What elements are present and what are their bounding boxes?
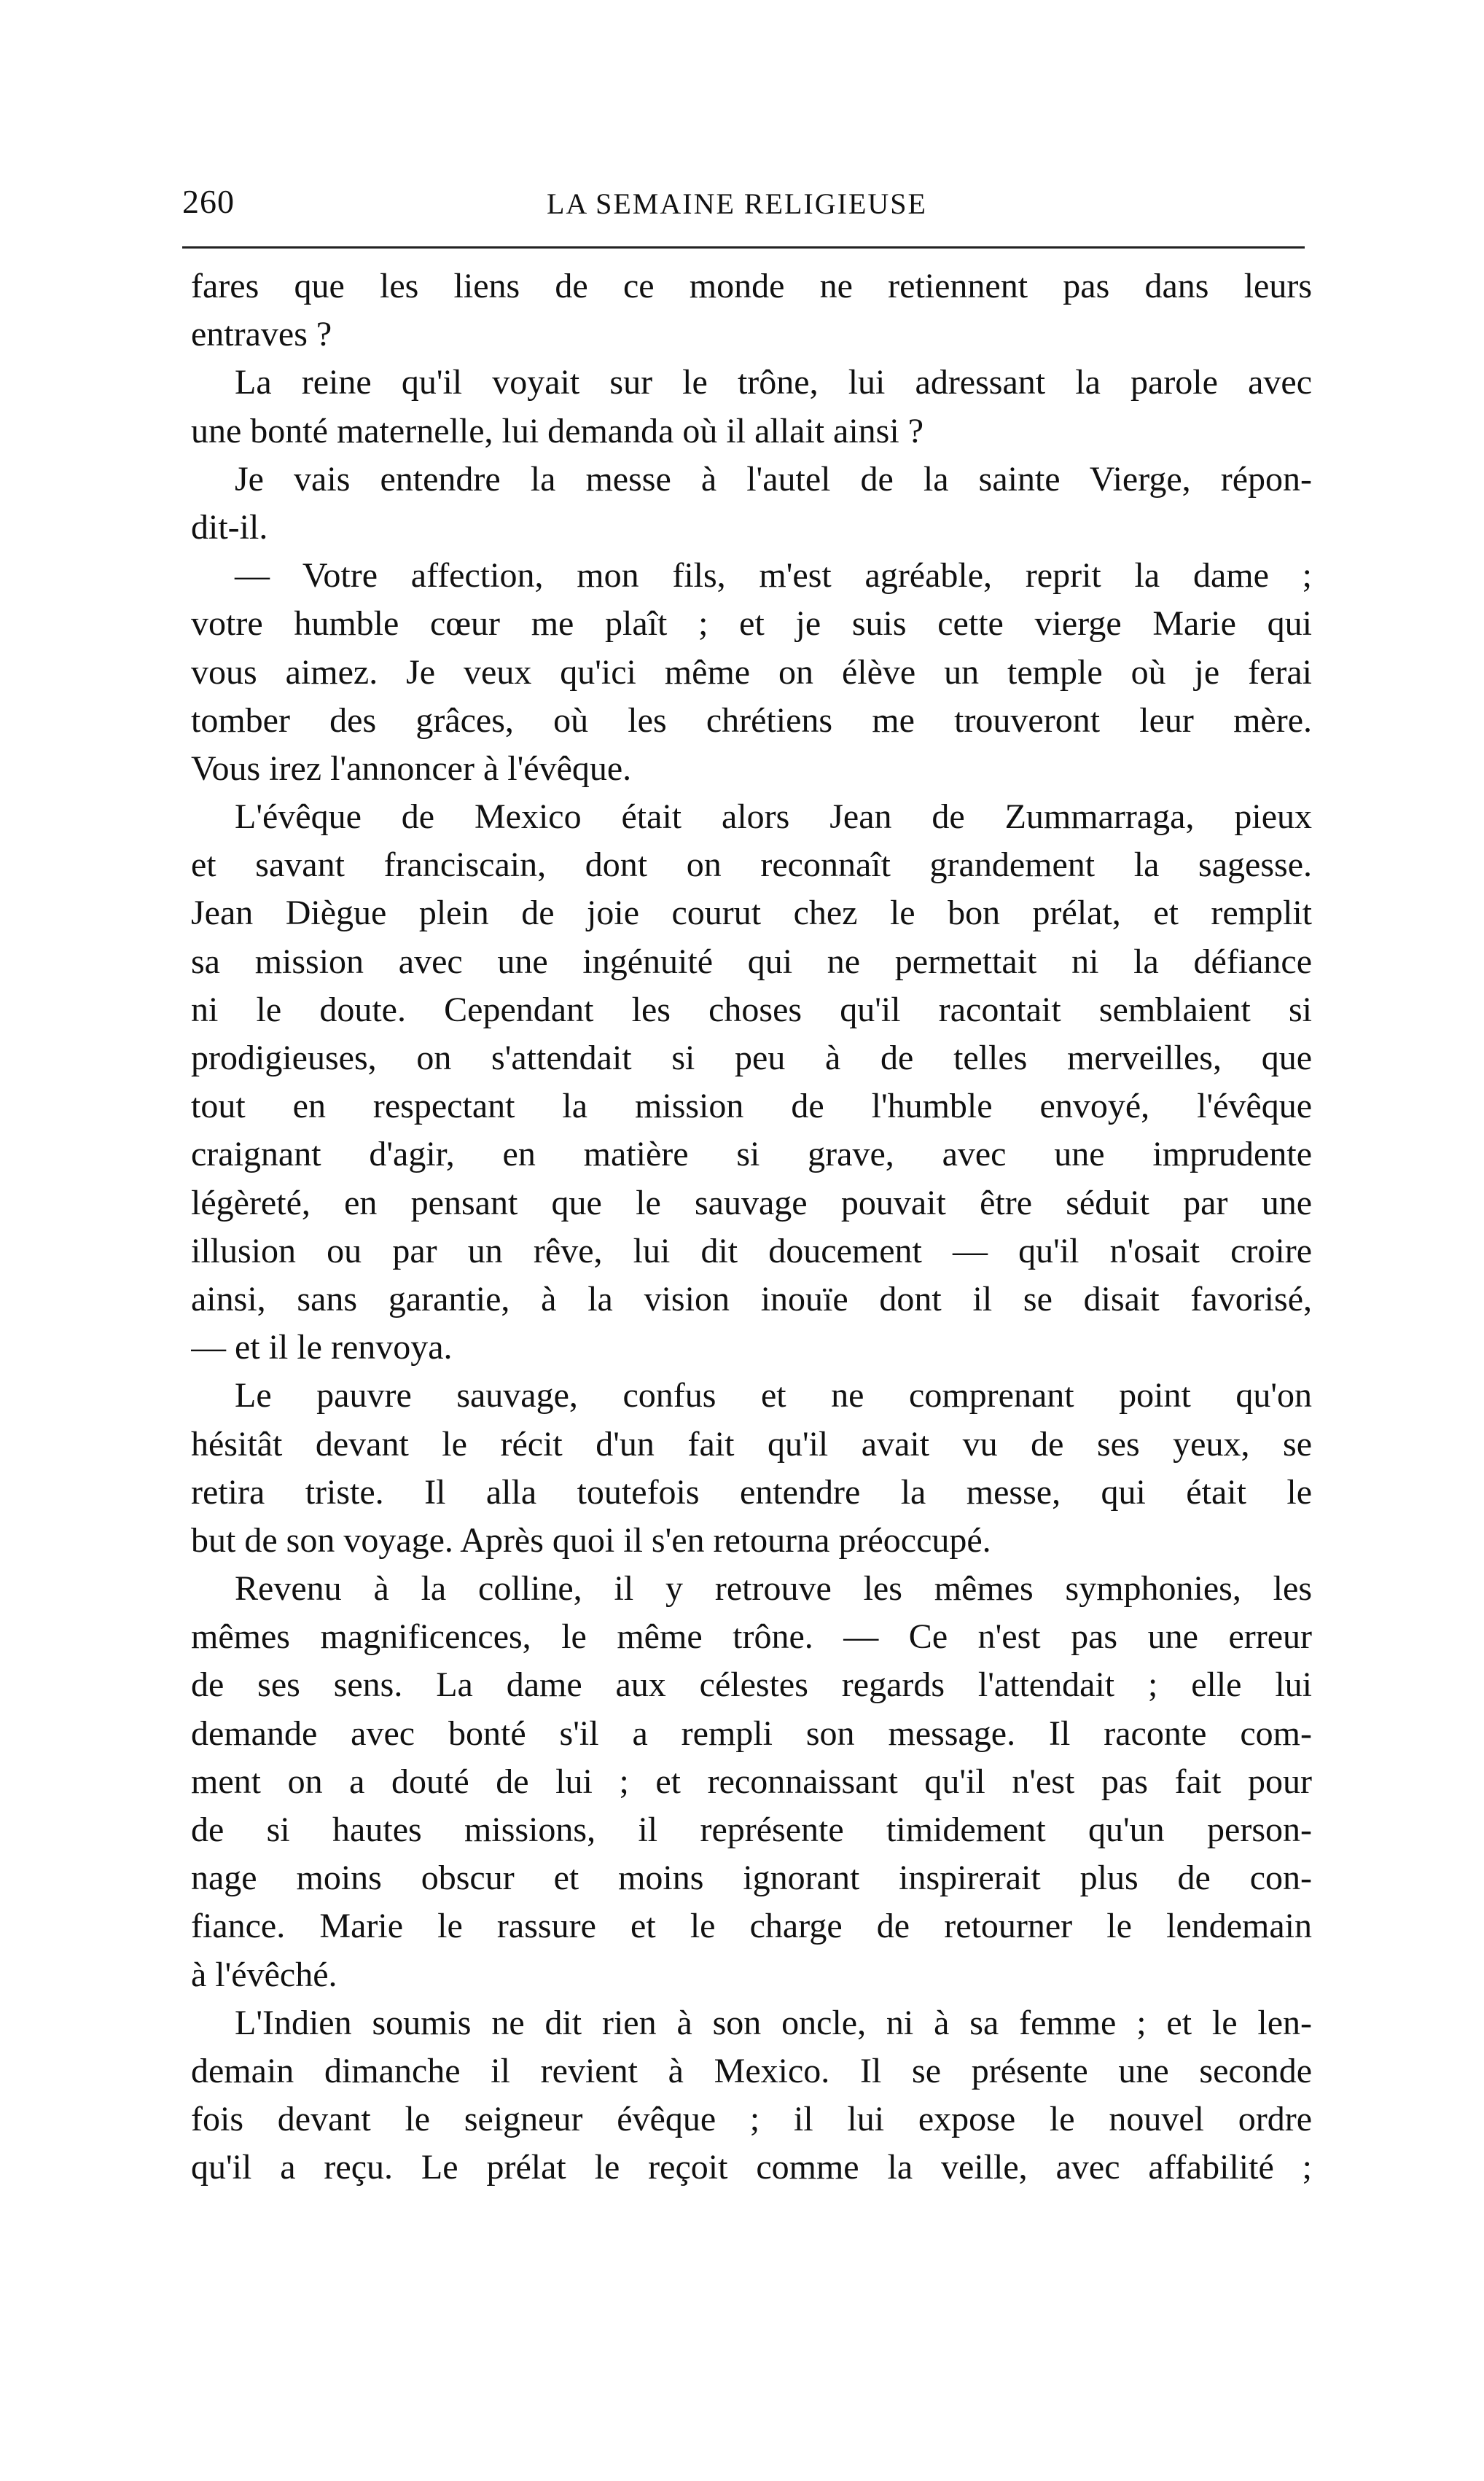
text-line: fares que les liens de ce monde ne retiennent pas dans leurs <box>191 267 1312 305</box>
text-line: hésitât devant le récit d'un fait qu'il avait vu de ses yeux, se <box>191 1424 1312 1464</box>
text-line: dit-il. <box>191 507 268 547</box>
text-line: entraves ? <box>191 315 332 354</box>
text-line: ni le doute. Cependant les choses qu'il racontait semblaient si <box>191 990 1312 1029</box>
header-rule <box>182 246 1305 249</box>
text-line: une bonté maternelle, lui demanda où il allait ainsi ? <box>191 411 923 450</box>
text-line: prodigieuses, on s'attendait si peu à de telles merveilles, que <box>191 1039 1312 1077</box>
text-line: illusion ou par un rêve, lui dit doucement — qu'il n'osait croire <box>191 1231 1312 1270</box>
text-line: à l'évêché. <box>191 1955 337 1994</box>
text-line: — et il le renvoya. <box>191 1328 453 1367</box>
text-line: La reine qu'il voyait sur le trône, lui adressant la parole avec <box>235 363 1312 402</box>
text-line: tomber des grâces, où les chrétiens me trouveront leur mère. <box>191 700 1312 740</box>
text-line: fois devant le seigneur évêque ; il lui expose le nouvel ordre <box>191 2100 1312 2139</box>
text-line: sa mission avec une ingénuité qui ne permettait ni la défiance <box>191 942 1312 981</box>
text-line: nage moins obscur et moins ignorant inspirerait plus de con- <box>191 1859 1312 1898</box>
text-line: — Votre affection, mon fils, m'est agréable, reprit la dame ; <box>235 556 1312 595</box>
text-line: Revenu à la colline, il y retrouve les mêmes symphonies, les <box>235 1569 1312 1609</box>
text-line: fiance. Marie le rassure et le charge de retourner le lendemain <box>191 1907 1312 1946</box>
text-line: Jean Diègue plein de joie courut chez le bon prélat, et remplit <box>191 894 1312 933</box>
text-line: de si hautes missions, il représente timidement qu'un person- <box>191 1810 1312 1849</box>
page-number: 260 <box>182 183 235 220</box>
text-line: ment on a douté de lui ; et reconnaissant qu'il n'est pas fait pour <box>191 1762 1312 1801</box>
running-title: LA SEMAINE RELIGIEUSE <box>547 187 927 220</box>
text-line: demande avec bonté s'il a rempli son message. Il raconte com- <box>191 1714 1312 1753</box>
text-line: craignant d'agir, en matière si grave, avec une imprudente <box>191 1135 1312 1174</box>
text-line: L'Indien soumis ne dit rien à son oncle, ni à sa femme ; et le len- <box>235 2003 1312 2042</box>
text-line: Vous irez l'annoncer à l'évêque. <box>191 749 632 788</box>
text-line: Je vais entendre la messe à l'autel de la sainte Vierge, répon- <box>235 459 1312 499</box>
text-line: but de son voyage. Après quoi il s'en retourna préoccupé. <box>191 1520 991 1560</box>
body-text <box>191 262 1312 2192</box>
text-line: légèreté, en pensant que le sauvage pouvait être séduit par une <box>191 1183 1312 1222</box>
text-line: votre humble cœur me plaît ; et je suis cette vierge Marie qui <box>191 604 1312 644</box>
text-line: Le pauvre sauvage, confus et ne comprenant point qu'on <box>235 1376 1312 1415</box>
text-line: L'évêque de Mexico était alors Jean de Zummarraga, pieux <box>235 797 1312 837</box>
text-line: vous aimez. Je veux qu'ici même on élève un temple où je ferai <box>191 652 1312 692</box>
text-line: de ses sens. La dame aux célestes regards l'attendait ; elle lui <box>191 1665 1312 1705</box>
text-line: retira triste. Il alla toutefois entendre la messe, qui était le <box>191 1472 1312 1512</box>
text-line: mêmes magnificences, le même trône. — Ce n'est pas une erreur <box>191 1617 1312 1657</box>
text-line: ainsi, sans garantie, à la vision inouïe dont il se disait favorisé, <box>191 1279 1312 1318</box>
text-line: qu'il a reçu. Le prélat le reçoit comme la veille, avec affabilité ; <box>191 2148 1312 2187</box>
text-line: tout en respectant la mission de l'humble envoyé, l'évêque <box>191 1087 1312 1126</box>
text-line: demain dimanche il revient à Mexico. Il se présente une seconde <box>191 2051 1312 2090</box>
text-line: et savant franciscain, dont on reconnaît grandement la sagesse. <box>191 845 1312 885</box>
page-header <box>182 182 1305 226</box>
